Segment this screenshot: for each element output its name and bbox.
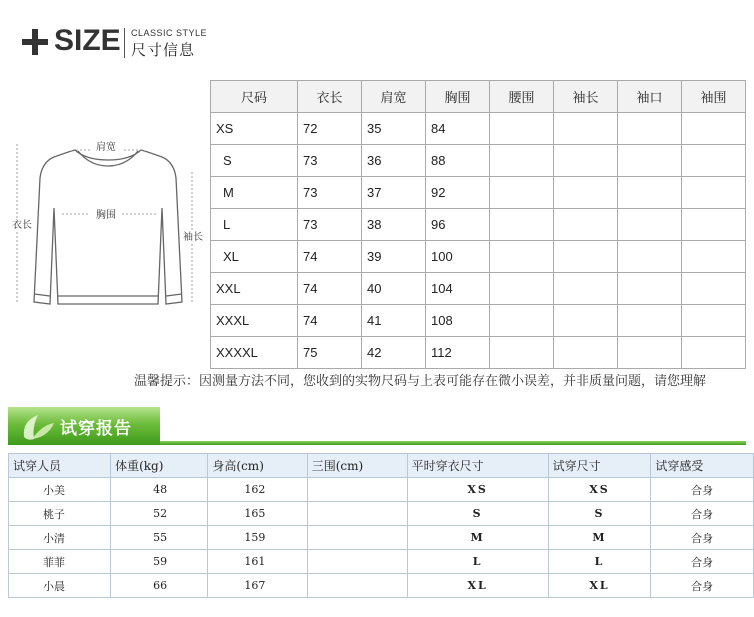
tryon-row [9,574,754,598]
tryon-cell: 小清 [9,526,111,550]
shoulder-label: 肩宽 [96,142,116,153]
tryon-cell: 159 [208,526,307,550]
tryon-header-cell: 试穿尺寸 [548,454,651,478]
size-cell [490,113,554,145]
size-row [211,209,746,241]
size-cell [682,305,746,337]
banner-fade [160,407,746,445]
size-cell [618,273,682,305]
tryon-cell: 162 [208,478,307,502]
size-cell [618,241,682,273]
size-cell: 84 [426,113,490,145]
size-cell [554,113,618,145]
tip-text: 温馨提示：因测量方法不同，您收到的实物尺码与上表可能存在微小误差，并非质量问题，请您理解 [134,374,707,389]
size-row [211,273,746,305]
tryon-cell: 167 [208,574,307,598]
size-cell: XXXXL [211,337,298,369]
tryon-row [9,478,754,502]
size-cell [682,337,746,369]
tryon-cell: S [407,502,548,526]
size-row [211,337,746,369]
size-cell [618,305,682,337]
size-cell [618,337,682,369]
size-cell: 74 [298,273,362,305]
size-cell [618,113,682,145]
try-report-title: 试穿报告 [60,419,132,439]
size-cell [554,209,618,241]
size-cell [490,273,554,305]
size-info-title: 尺寸信息 [131,41,196,59]
size-row [211,241,746,273]
tryon-cell: XL [407,574,548,598]
tryon-row [9,550,754,574]
tryon-cell: 菲菲 [9,550,111,574]
classic-style-label: CLASSIC STYLE [131,28,208,38]
tryon-cell: 165 [208,502,307,526]
leaf-icon [18,411,58,443]
size-cell: 73 [298,145,362,177]
size-cell [682,177,746,209]
size-cell [554,241,618,273]
tryon-cell: XL [548,574,651,598]
tryon-row [9,502,754,526]
tryon-header-cell: 体重(kg) [111,454,208,478]
size-cell [618,209,682,241]
tryon-cell: 52 [111,502,208,526]
size-cell: 75 [298,337,362,369]
size-cell: 40 [362,273,426,305]
size-cell [490,177,554,209]
tryon-cell: M [548,526,651,550]
length-label: 衣长 [12,220,32,231]
tryon-cell: 161 [208,550,307,574]
tryon-header-cell: 身高(cm) [208,454,307,478]
size-row [211,113,746,145]
size-cell [554,273,618,305]
size-cell [682,209,746,241]
size-cell: 100 [426,241,490,273]
size-table [210,80,746,369]
size-cell [554,177,618,209]
size-cell [618,145,682,177]
size-cell: 42 [362,337,426,369]
size-header-cell: 袖长 [554,81,618,113]
tryon-cell: 合身 [651,478,754,502]
tryon-cell: 48 [111,478,208,502]
size-cell [490,145,554,177]
sleeve-label: 袖长 [183,232,203,243]
tryon-table [8,453,754,598]
size-cell [554,337,618,369]
size-heading: SIZE [54,24,121,57]
tryon-cell: XS [407,478,548,502]
size-row [211,145,746,177]
tryon-cell: 桃子 [9,502,111,526]
size-cell: M [211,177,298,209]
tryon-header-cell: 试穿感受 [651,454,754,478]
banner-underline [160,441,746,445]
size-cell [682,145,746,177]
tryon-cell: 合身 [651,526,754,550]
tryon-cell: 合身 [651,574,754,598]
size-cell: 39 [362,241,426,273]
header-divider [124,28,125,58]
tryon-cell: 小晨 [9,574,111,598]
size-cell [618,177,682,209]
size-cell: 36 [362,145,426,177]
size-cell: XXL [211,273,298,305]
size-cell: 41 [362,305,426,337]
size-cell: 73 [298,177,362,209]
tryon-cell [307,574,407,598]
tryon-header-cell: 平时穿衣尺寸 [407,454,548,478]
tryon-cell [307,502,407,526]
chest-label: 胸围 [96,210,116,221]
size-cell [490,241,554,273]
size-row [211,177,746,209]
tryon-table-header [9,454,754,478]
size-cell [490,305,554,337]
tryon-cell: S [548,502,651,526]
size-cell: XL [211,241,298,273]
size-cell: 37 [362,177,426,209]
tryon-cell: 59 [111,550,208,574]
tryon-cell: L [407,550,548,574]
size-table-header [211,81,746,113]
size-cell [554,145,618,177]
tryon-row [9,526,754,550]
tryon-header-cell: 试穿人员 [9,454,111,478]
size-cell [682,113,746,145]
tryon-cell [307,550,407,574]
size-cell: XXXL [211,305,298,337]
size-cell: 35 [362,113,426,145]
size-header-cell: 肩宽 [362,81,426,113]
tryon-cell: 小美 [9,478,111,502]
size-header-cell: 胸围 [426,81,490,113]
size-row [211,305,746,337]
plus-icon [22,29,48,55]
tryon-cell [307,478,407,502]
size-cell: 74 [298,305,362,337]
size-cell [554,305,618,337]
size-cell [490,337,554,369]
tryon-cell [307,526,407,550]
size-header-cell: 袖口 [618,81,682,113]
size-cell: 108 [426,305,490,337]
size-cell: 88 [426,145,490,177]
size-cell: 74 [298,241,362,273]
size-cell: 96 [426,209,490,241]
tryon-cell: L [548,550,651,574]
size-cell: 104 [426,273,490,305]
tryon-cell: 66 [111,574,208,598]
tryon-cell: 55 [111,526,208,550]
size-header-cell: 衣长 [298,81,362,113]
size-cell [682,273,746,305]
size-cell: 73 [298,209,362,241]
size-cell: XS [211,113,298,145]
size-header-cell: 腰围 [490,81,554,113]
size-cell: S [211,145,298,177]
size-cell: 92 [426,177,490,209]
size-cell: L [211,209,298,241]
tryon-cell: XS [548,478,651,502]
size-cell [490,209,554,241]
size-cell: 38 [362,209,426,241]
tryon-cell: M [407,526,548,550]
size-cell: 112 [426,337,490,369]
size-header-cell: 尺码 [211,81,298,113]
garment-diagram [10,132,206,312]
tryon-cell: 合身 [651,550,754,574]
tryon-header-cell: 三围(cm) [307,454,407,478]
size-header-cell: 袖围 [682,81,746,113]
size-cell: 72 [298,113,362,145]
size-cell [682,241,746,273]
tryon-cell: 合身 [651,502,754,526]
